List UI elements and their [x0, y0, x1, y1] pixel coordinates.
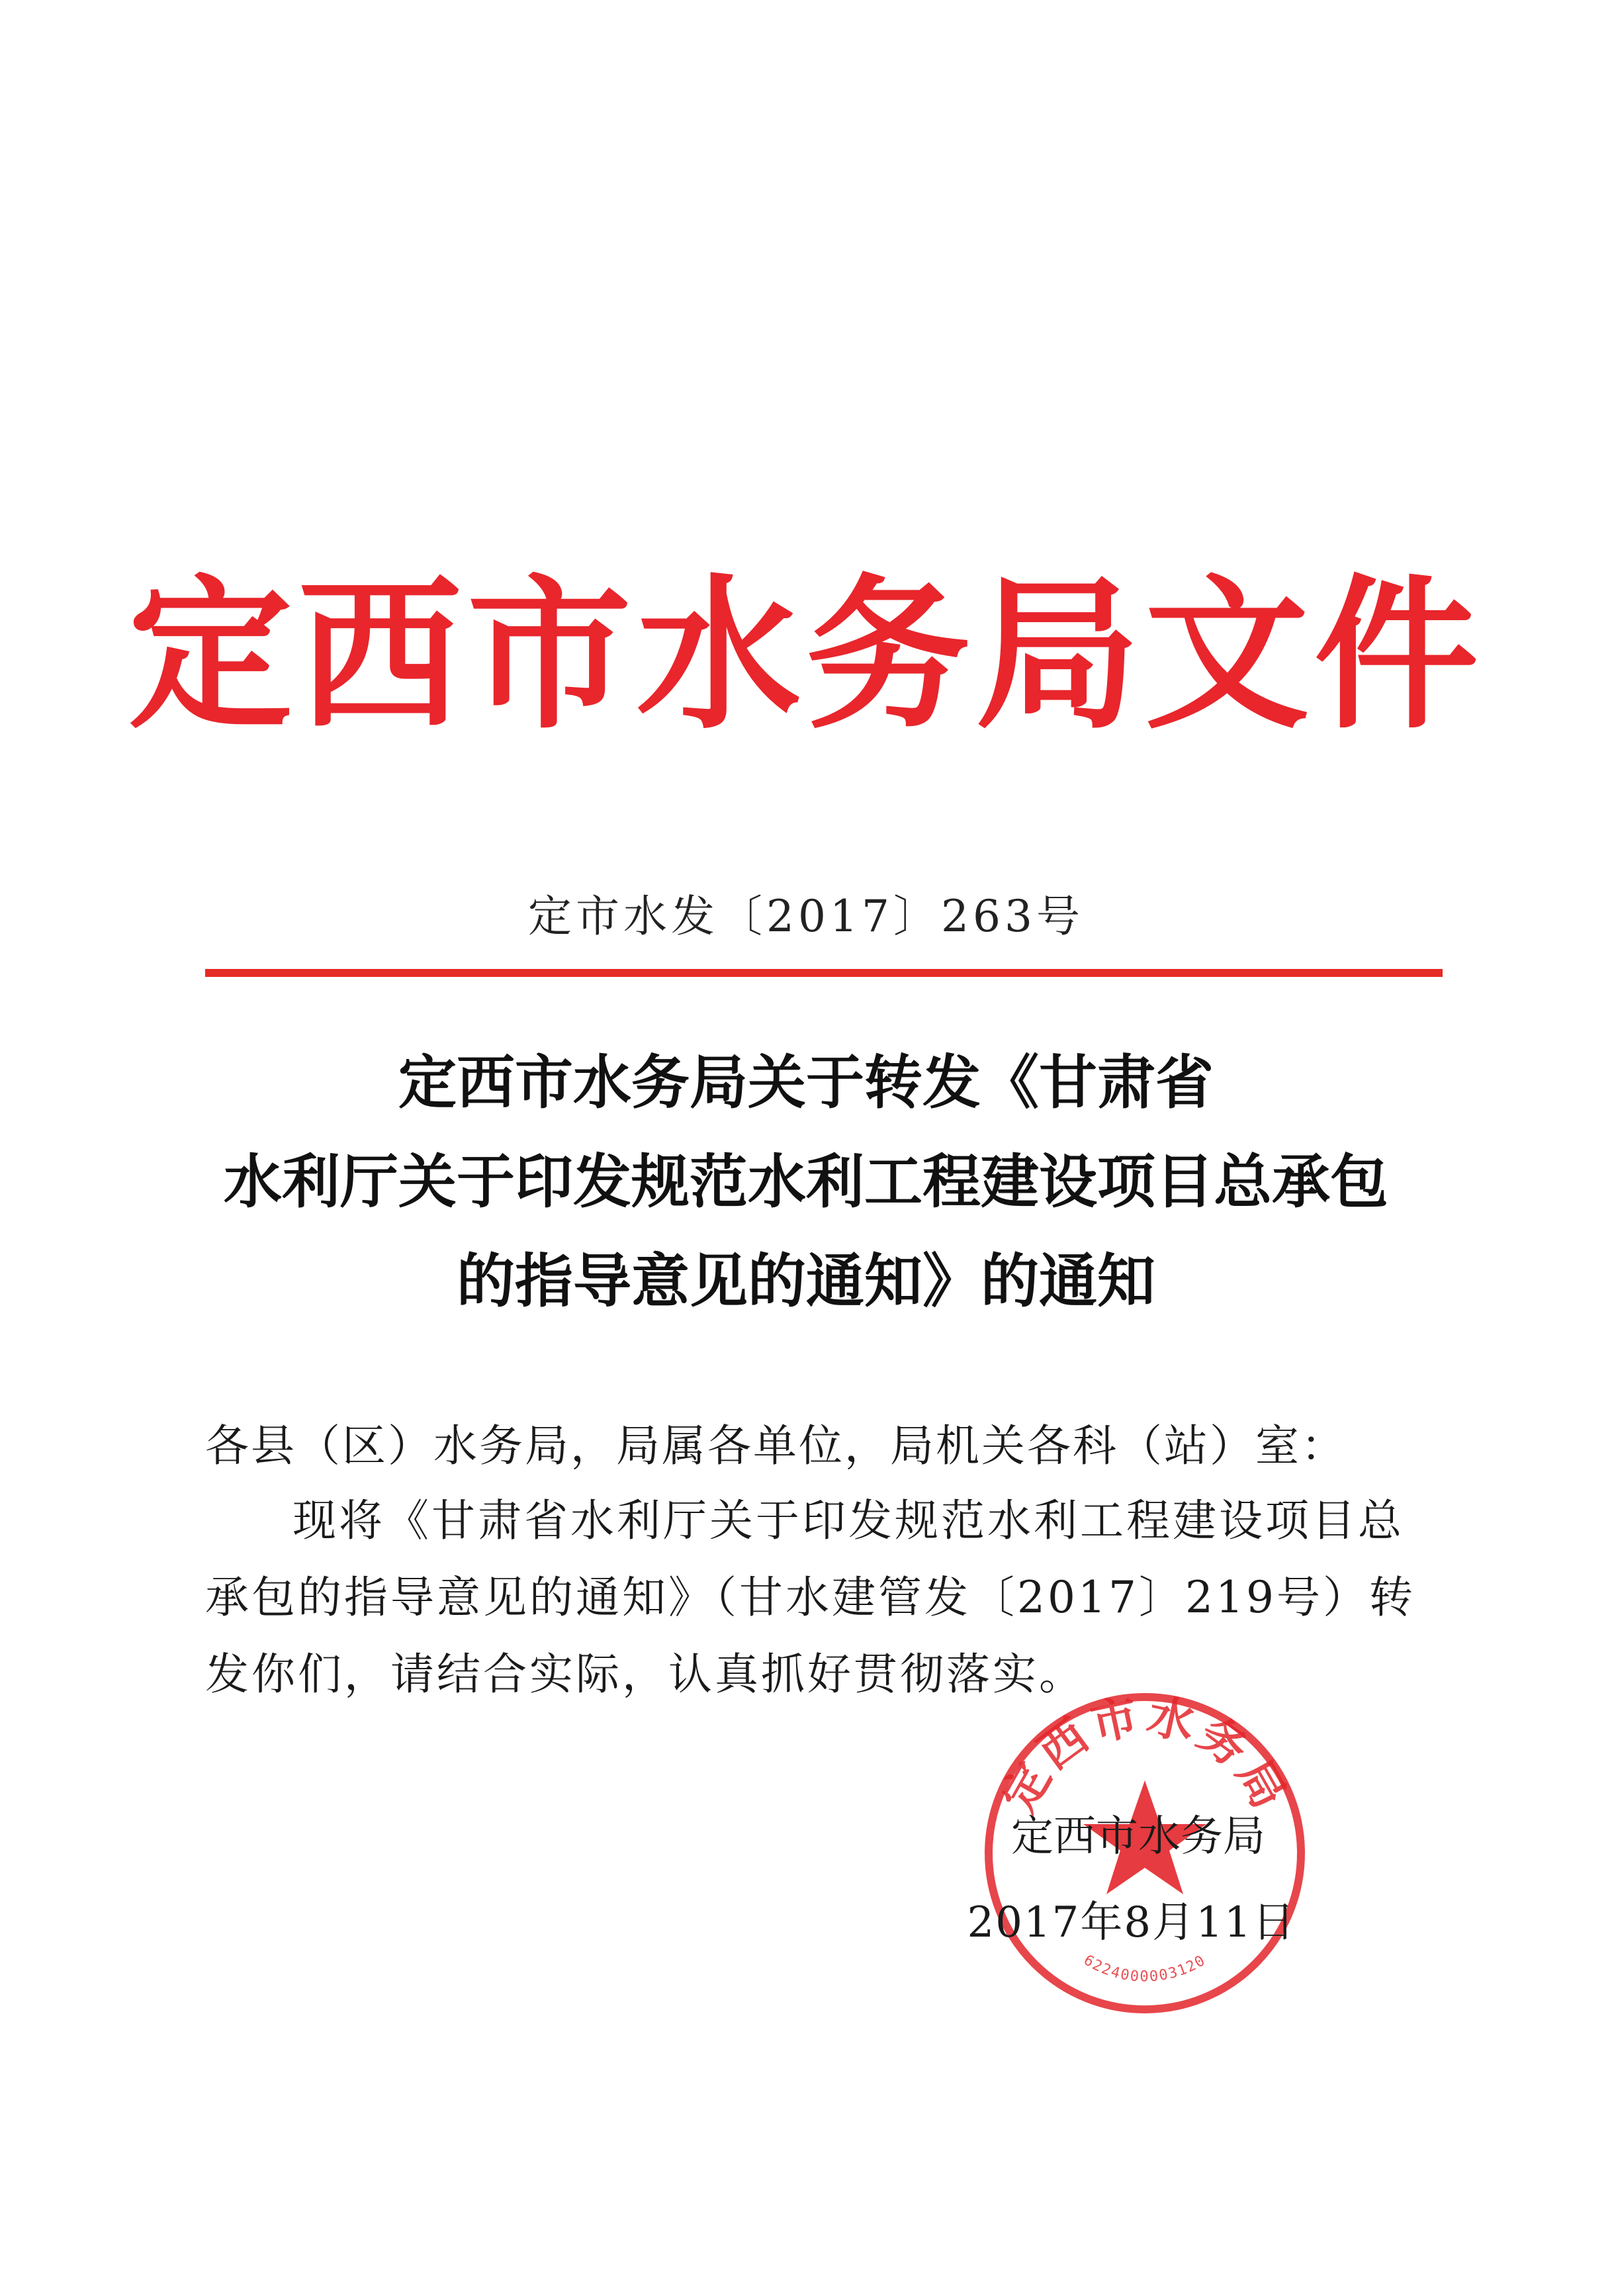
red-divider-line: [205, 969, 1443, 977]
document-header-title: 定西市水务局文件: [128, 559, 1484, 751]
seal-serial-text: 6224000003120: [1081, 1952, 1209, 1986]
document-number: 定市水发〔2017〕263号: [528, 891, 1084, 942]
signing-organization: 定西市水务局: [1011, 1812, 1265, 1861]
notice-title-line-2: 水利厅关于印发规范水利工程建设项目总承包: [223, 1147, 1388, 1216]
seal-arc-text: 定西市水务局: [991, 1688, 1298, 1821]
addressee-line: 各县（区）水务局，局属各单位，局机关各科（站）室：: [205, 1420, 1347, 1471]
notice-title-line-3: 的指导意见的通知》的通知: [456, 1246, 1155, 1315]
notice-title-line-1: 定西市水务局关于转发《甘肃省: [398, 1048, 1214, 1117]
body-paragraph: 现将《甘肃省水利厅关于印发规范水利工程建设项目总承包的指导意见的通知》（甘水建管发〔2017〕219号）转发你们，请结合实际，认真抓好贯彻落实。: [205, 1495, 1415, 1700]
notice-title: [159, 1033, 1453, 1330]
signing-date: 2017年8月11日: [967, 1898, 1296, 1947]
